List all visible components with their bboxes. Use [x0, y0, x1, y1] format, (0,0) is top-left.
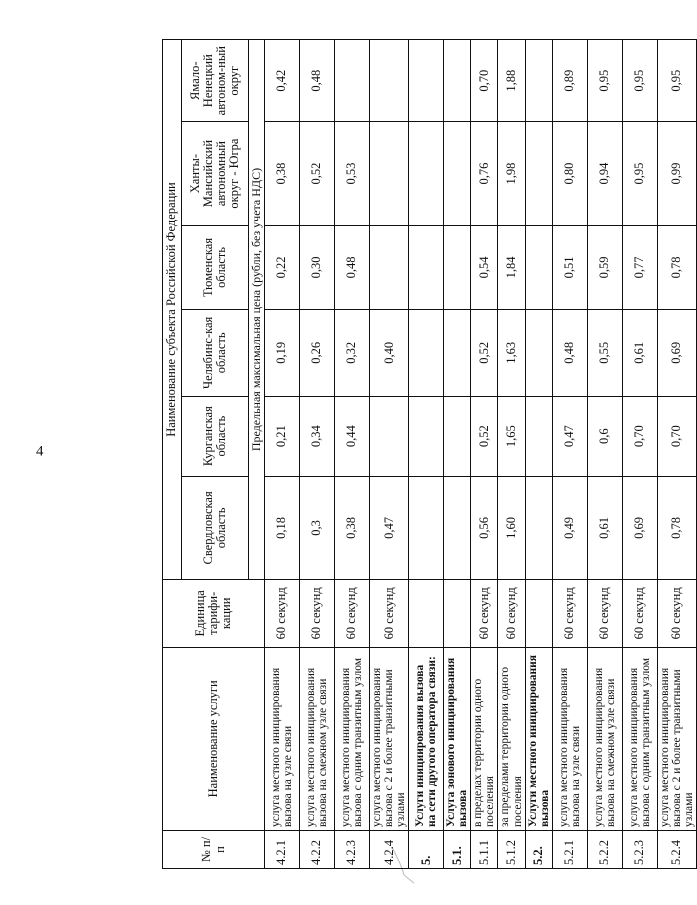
header-region: Курганская область	[182, 396, 249, 476]
row-value: 0,69	[622, 476, 657, 579]
row-value	[370, 122, 409, 225]
row-num: 5.2.3	[622, 831, 657, 869]
row-num: 5.	[409, 831, 444, 869]
row-num: 5.1.1	[471, 831, 498, 869]
row-value: 0,51	[552, 225, 587, 309]
row-value	[409, 225, 444, 309]
row-value	[525, 122, 552, 225]
row-value: 0,30	[300, 225, 335, 309]
row-value: 0,95	[622, 40, 657, 122]
row-value: 0,44	[335, 396, 370, 476]
row-value: 0,48	[335, 225, 370, 309]
row-value: 0,76	[471, 122, 498, 225]
row-value: 0,47	[370, 476, 409, 579]
table-row	[552, 40, 587, 869]
row-value	[409, 396, 444, 476]
row-value	[409, 476, 444, 579]
row-value: 0,26	[300, 310, 335, 396]
row-value	[525, 225, 552, 309]
row-value: 0,59	[587, 225, 622, 309]
row-value: 0,70	[657, 396, 696, 476]
row-value	[370, 40, 409, 122]
row-value	[525, 396, 552, 476]
table-row	[335, 40, 370, 869]
row-value: 0,55	[587, 310, 622, 396]
row-num: 4.2.4	[370, 831, 409, 869]
row-num: 5.2.	[525, 831, 552, 869]
table-row	[370, 40, 409, 869]
row-value	[444, 396, 471, 476]
row-value: 0,69	[657, 310, 696, 396]
row-value: 0,22	[265, 225, 300, 309]
row-value: 1,63	[498, 310, 525, 396]
row-value: 0,32	[335, 310, 370, 396]
row-value: 0,80	[552, 122, 587, 225]
table-row	[265, 40, 300, 869]
row-name: в пределах территории одного поселения	[471, 647, 498, 831]
row-value	[444, 40, 471, 122]
row-unit: 60 секунд	[335, 580, 370, 647]
row-value	[409, 40, 444, 122]
row-value: 1,84	[498, 225, 525, 309]
row-name: за пределами территории одного поселения	[498, 647, 525, 831]
row-name: услуга местного инициирования вызова на узле связи	[552, 647, 587, 831]
row-value: 0,78	[657, 476, 696, 579]
table-row	[300, 40, 335, 869]
page-number: 4	[36, 443, 44, 460]
row-value: 1,60	[498, 476, 525, 579]
row-name: Услуги местного инициирования вызова	[525, 647, 552, 831]
header-unit: Единица тарифи-кации	[163, 580, 265, 647]
row-unit: 60 секунд	[300, 580, 335, 647]
header-name: Наименование услуги	[163, 647, 265, 831]
table-row	[525, 40, 552, 869]
row-num: 5.1.2	[498, 831, 525, 869]
row-value: 0,21	[265, 396, 300, 476]
table-row	[587, 40, 622, 869]
row-value: 0,77	[622, 225, 657, 309]
row-value	[444, 476, 471, 579]
row-unit: 60 секунд	[622, 580, 657, 647]
row-value: 0,42	[265, 40, 300, 122]
row-name: Услуга зонового инициирования вызова	[444, 647, 471, 831]
row-num: 5.2.4	[657, 831, 696, 869]
row-name: Услуги инициирования вызова на сети другого оператора связи:	[409, 647, 444, 831]
header-price-note: Предельная максимальная цена (рубли, без учета НДС)	[249, 40, 265, 580]
row-value: 0,70	[471, 40, 498, 122]
row-value	[335, 40, 370, 122]
table-row	[657, 40, 696, 869]
row-name: услуга местного инициирования вызова с 2 и более транзитными узлами	[657, 647, 696, 831]
rotated-table-wrapper	[162, 39, 695, 869]
header-num: № п/п	[163, 831, 265, 869]
table-row	[471, 40, 498, 869]
row-value: 0,99	[657, 122, 696, 225]
row-num: 4.2.3	[335, 831, 370, 869]
row-value	[409, 310, 444, 396]
row-value: 0,54	[471, 225, 498, 309]
header-subjects-group: Наименование субъекта Российской Федерации	[163, 40, 182, 580]
row-unit	[525, 580, 552, 647]
row-value: 0,56	[471, 476, 498, 579]
row-unit: 60 секунд	[657, 580, 696, 647]
row-value: 0,95	[657, 40, 696, 122]
row-value: 0,38	[265, 122, 300, 225]
row-num: 5.2.1	[552, 831, 587, 869]
row-num: 5.2.2	[587, 831, 622, 869]
row-value: 0,53	[335, 122, 370, 225]
row-num: 5.1.	[444, 831, 471, 869]
row-value	[444, 122, 471, 225]
row-value: 0,40	[370, 310, 409, 396]
row-value: 0,94	[587, 122, 622, 225]
row-name: услуга местного инициирования вызова с одним транзитным узлом	[622, 647, 657, 831]
row-unit: 60 секунд	[265, 580, 300, 647]
header-region: Тюменская область	[182, 225, 249, 309]
row-unit	[409, 580, 444, 647]
row-value: 0,38	[335, 476, 370, 579]
row-value: 0,52	[471, 396, 498, 476]
row-name: услуга местного инициирования вызова на смежном узле связи	[587, 647, 622, 831]
row-value: 0,3	[300, 476, 335, 579]
row-value: 1,98	[498, 122, 525, 225]
row-value	[444, 225, 471, 309]
row-value: 0,19	[265, 310, 300, 396]
row-value: 0,48	[552, 310, 587, 396]
row-value: 0,95	[587, 40, 622, 122]
row-value	[409, 122, 444, 225]
table-row	[498, 40, 525, 869]
row-unit: 60 секунд	[552, 580, 587, 647]
table-row	[409, 40, 444, 869]
row-value	[370, 396, 409, 476]
row-value: 0,52	[300, 122, 335, 225]
row-value: 0,6	[587, 396, 622, 476]
row-value	[525, 476, 552, 579]
table-row	[622, 40, 657, 869]
row-value: 0,89	[552, 40, 587, 122]
row-unit	[444, 580, 471, 647]
row-value: 0,95	[622, 122, 657, 225]
row-unit: 60 секунд	[471, 580, 498, 647]
row-unit: 60 секунд	[370, 580, 409, 647]
row-num: 4.2.2	[300, 831, 335, 869]
table-row	[444, 40, 471, 869]
row-name: услуга местного инициирования вызова на узле связи	[265, 647, 300, 831]
row-value: 0,47	[552, 396, 587, 476]
row-value: 0,48	[300, 40, 335, 122]
row-value: 1,65	[498, 396, 525, 476]
tariff-table	[162, 39, 697, 869]
row-value: 0,78	[657, 225, 696, 309]
row-num: 4.2.1	[265, 831, 300, 869]
header-region: Ямало-Ненецкий автоном-ный округ	[182, 40, 249, 122]
row-value: 0,34	[300, 396, 335, 476]
row-unit: 60 секунд	[498, 580, 525, 647]
row-value	[444, 310, 471, 396]
row-value: 0,18	[265, 476, 300, 579]
row-value: 0,61	[587, 476, 622, 579]
row-value	[370, 225, 409, 309]
header-region: Свердловская область	[182, 476, 249, 579]
row-name: услуга местного инициирования вызова на смежном узле связи	[300, 647, 335, 831]
header-region: Ханты-Мансийский автономный округ - Югра	[182, 122, 249, 225]
row-value: 0,61	[622, 310, 657, 396]
row-unit: 60 секунд	[587, 580, 622, 647]
row-value: 0,49	[552, 476, 587, 579]
row-value	[525, 310, 552, 396]
row-value	[525, 40, 552, 122]
row-value: 0,52	[471, 310, 498, 396]
row-name: услуга местного инициирования вызова с 2 и более транзитными узлами	[370, 647, 409, 831]
row-name: услуга местного инициирования вызова с одним транзитным узлом	[335, 647, 370, 831]
row-value: 1,88	[498, 40, 525, 122]
row-value: 0,70	[622, 396, 657, 476]
header-region: Челябинс-кая область	[182, 310, 249, 396]
